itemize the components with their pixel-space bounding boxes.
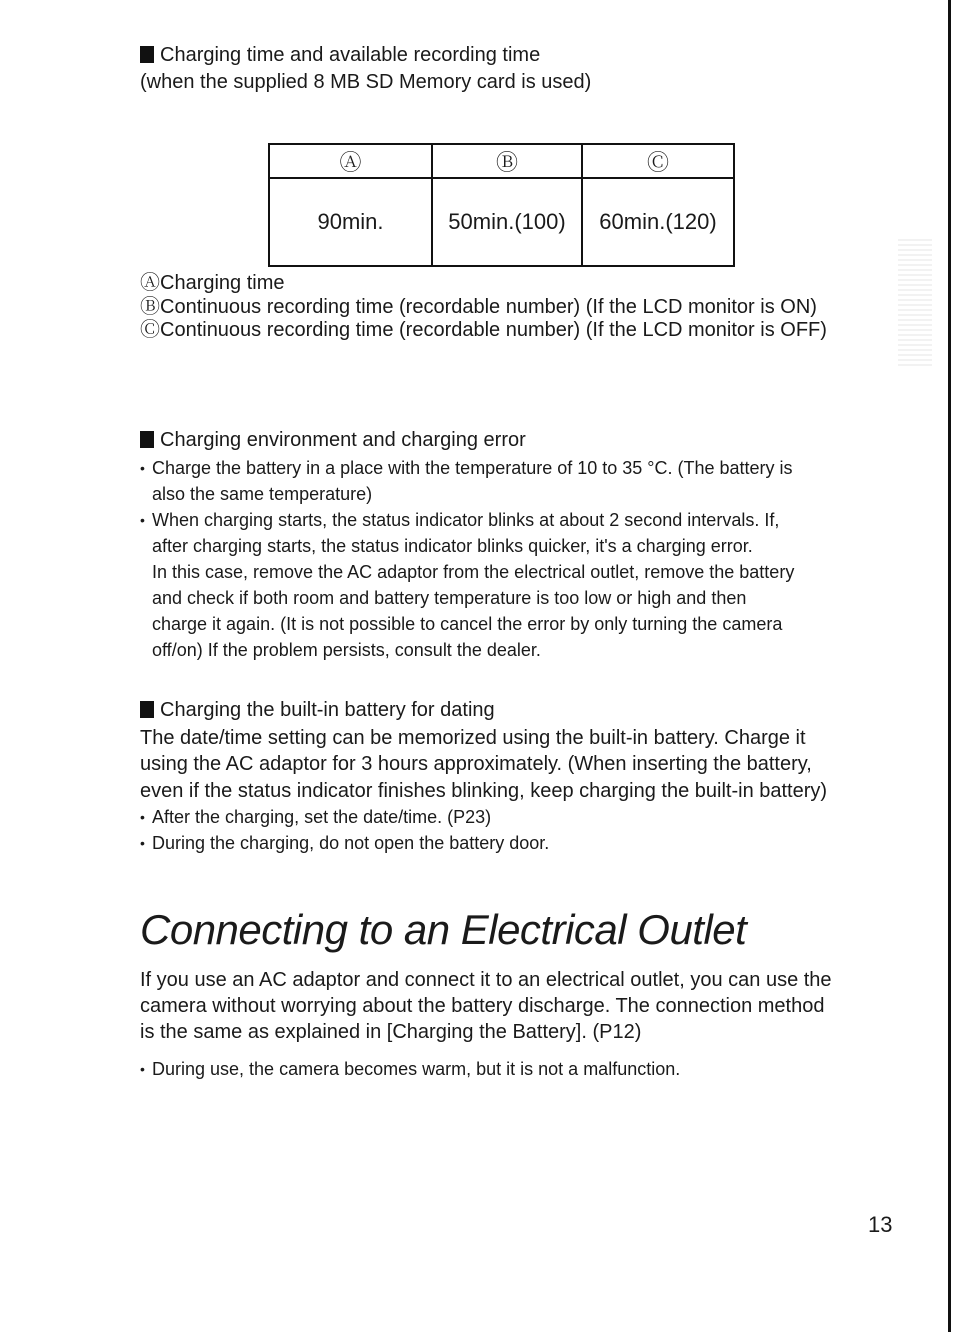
outlet-note-list — [140, 1056, 680, 1082]
section-subheading: (when the supplied 8 MB SD Memory card is used) — [140, 71, 592, 93]
table-value-c: 60min.(120) — [582, 178, 734, 266]
page-title: Connecting to an Electrical Outlet — [140, 906, 747, 953]
table-value-b: 50min.(100) — [432, 178, 582, 266]
page-number: 13 — [868, 1212, 893, 1237]
legend-item-c: ⒸContinuous recording time (recordable number) (If the LCD monitor is OFF) — [140, 319, 827, 341]
list-item: • When charging starts, the status indicator blinks at about 2 second intervals. If, after charging starts, the status indicator blinks quicker, it's a charging error. In this case, remove the AC adaptor from the electrical outlet, remove the battery and check if both room and battery temperature is too low or high and then charge it again. (It is not possible to cancel the error by only turning the camera off/on) If the problem persists, consult the dealer. — [140, 507, 794, 663]
table-header-row — [269, 144, 734, 178]
body-text-line: camera without worrying about the battery discharge. The connection method — [140, 995, 825, 1017]
list-item: • Charge the battery in a place with the temperature of 10 to 35 °C. (The battery is also the same temperature) — [140, 455, 794, 507]
table-value-row — [269, 178, 734, 266]
list-item: • During the charging, do not open the battery door. — [140, 830, 549, 856]
table-header-c: Ⓒ — [582, 144, 734, 178]
square-bullet-icon — [140, 46, 154, 63]
section-heading-charging-time: Charging time and available recording time — [140, 42, 540, 68]
list-item: • After the charging, set the date/time. (P23) — [140, 804, 549, 830]
page-edge-line — [948, 0, 951, 1332]
square-bullet-icon — [140, 431, 154, 448]
body-text-line: using the AC adaptor for 3 hours approximately. (When inserting the battery, — [140, 753, 812, 775]
list-item: • During use, the camera becomes warm, but it is not a malfunction. — [140, 1056, 680, 1082]
body-text-line: even if the status indicator finishes blinking, keep charging the built-in battery) — [140, 780, 828, 802]
table-value-a: 90min. — [269, 178, 432, 266]
charging-time-table — [268, 143, 735, 267]
scan-artifact — [898, 238, 932, 366]
table-header-a: Ⓐ — [269, 144, 432, 178]
legend-item-b: ⒷContinuous recording time (recordable number) (If the LCD monitor is ON) — [140, 296, 817, 318]
section-heading-charging-environment: Charging environment and charging error — [140, 427, 526, 453]
legend-item-a: ⒶCharging time — [140, 272, 285, 294]
body-text-line: is the same as explained in [Charging the Battery]. (P12) — [140, 1021, 642, 1043]
square-bullet-icon — [140, 701, 154, 718]
body-text-line: If you use an AC adaptor and connect it to an electrical outlet, you can use the — [140, 969, 832, 991]
section-heading-built-in-battery: Charging the built-in battery for dating — [140, 697, 495, 723]
table-header-b: Ⓑ — [432, 144, 582, 178]
built-in-battery-list — [140, 804, 549, 856]
body-text-line: The date/time setting can be memorized using the built-in battery. Charge it — [140, 727, 806, 749]
charging-environment-list — [140, 455, 794, 663]
